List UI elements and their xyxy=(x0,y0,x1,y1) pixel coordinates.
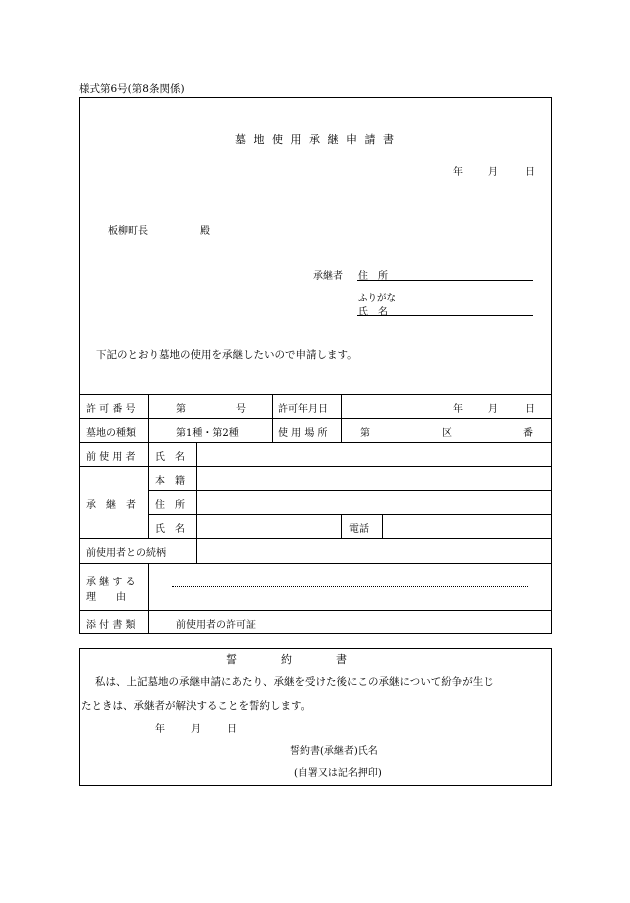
addressee-name: 板柳町長 xyxy=(108,226,148,237)
form-number: 様式第6号(第8条関係) xyxy=(79,83,185,95)
applicant-address-line[interactable] xyxy=(357,280,533,281)
table-col-divider xyxy=(341,394,342,442)
table-col-divider xyxy=(148,394,149,538)
table-col-divider xyxy=(196,538,197,563)
applicant-label: 承継者 xyxy=(313,271,343,282)
pledge-date-year: 年 xyxy=(155,724,165,735)
table-row-divider xyxy=(79,466,552,467)
permit-no-label: 許 可 番 号 xyxy=(86,404,136,415)
phone-label: 電話 xyxy=(349,524,369,535)
location-label: 使 用 場 所 xyxy=(278,428,328,439)
pledge-title: 誓 約 書 xyxy=(226,653,347,666)
pledge-date-day: 日 xyxy=(227,724,237,735)
reason-label-line2: 理 由 xyxy=(86,592,126,603)
applicant-furigana-label: ふりがな xyxy=(358,293,397,304)
permit-date-year: 年 xyxy=(453,404,463,415)
location-ban: 番 xyxy=(523,428,533,439)
request-text: 下記のとおり墓地の使用を承継したいので申請します。 xyxy=(96,349,358,361)
permit-no-prefix: 第 xyxy=(176,404,186,415)
table-col-divider xyxy=(382,514,383,538)
table-col-divider xyxy=(341,514,342,538)
relation-label: 前使用者との続柄 xyxy=(86,548,166,559)
successor-address-label: 住 所 xyxy=(155,500,185,511)
permit-date-label: 許可年月日 xyxy=(278,404,328,415)
grave-type-label: 墓地の種類 xyxy=(86,428,136,439)
table-col-divider xyxy=(272,394,273,442)
prev-user-name-label: 氏 名 xyxy=(155,452,185,463)
permit-no-suffix: 号 xyxy=(236,404,246,415)
permit-date-month: 月 xyxy=(488,404,498,415)
successor-label: 承 継 者 xyxy=(86,500,136,511)
attachment-value: 前使用者の許可証 xyxy=(176,620,256,631)
applicant-name-line[interactable] xyxy=(357,315,533,316)
pledge-date-month: 月 xyxy=(191,724,201,735)
grave-type-value: 第1種・第2種 xyxy=(176,428,239,439)
location-ku: 区 xyxy=(442,428,452,439)
table-row-divider xyxy=(79,563,552,564)
pledge-signer-label: 誓約書(承継者)氏名 xyxy=(290,746,378,757)
table-col-divider xyxy=(148,563,149,634)
applicant-address-label: 住 所 xyxy=(358,271,388,282)
form-title: 墓 地 使 用 承 継 申 請 書 xyxy=(235,133,396,146)
attachment-label: 添 付 書 類 xyxy=(86,620,136,631)
successor-name-label: 氏 名 xyxy=(155,524,185,535)
table-top-border xyxy=(79,394,552,395)
addressee-honorific: 殿 xyxy=(200,226,210,237)
reason-label-line1: 承 継 す る xyxy=(86,577,136,588)
location-no: 第 xyxy=(360,428,370,439)
table-row-divider xyxy=(79,418,552,419)
reason-entry-line[interactable] xyxy=(172,586,528,587)
date-day-label: 日 xyxy=(525,167,535,178)
table-col-divider xyxy=(196,442,197,538)
table-row-divider xyxy=(148,514,552,515)
pledge-signature-note: (自署又は記名押印) xyxy=(294,768,382,779)
table-row-divider xyxy=(79,442,552,443)
table-row-divider xyxy=(79,538,552,539)
prev-user-label: 前 使 用 者 xyxy=(86,452,136,463)
pledge-text-line1: 私は、上記墓地の承継申請にあたり、承継を受けた後にこの承継について紛争が生じ xyxy=(95,676,494,688)
table-row-divider xyxy=(148,490,552,491)
table-row-divider xyxy=(79,610,552,611)
pledge-text-line2: たときは、承継者が解決することを誓約します。 xyxy=(81,700,312,712)
applicant-name-label: 氏 名 xyxy=(358,307,388,318)
date-year-label: 年 xyxy=(453,167,463,178)
permit-date-day: 日 xyxy=(525,404,535,415)
date-month-label: 月 xyxy=(488,167,498,178)
honseki-label: 本 籍 xyxy=(155,476,185,487)
